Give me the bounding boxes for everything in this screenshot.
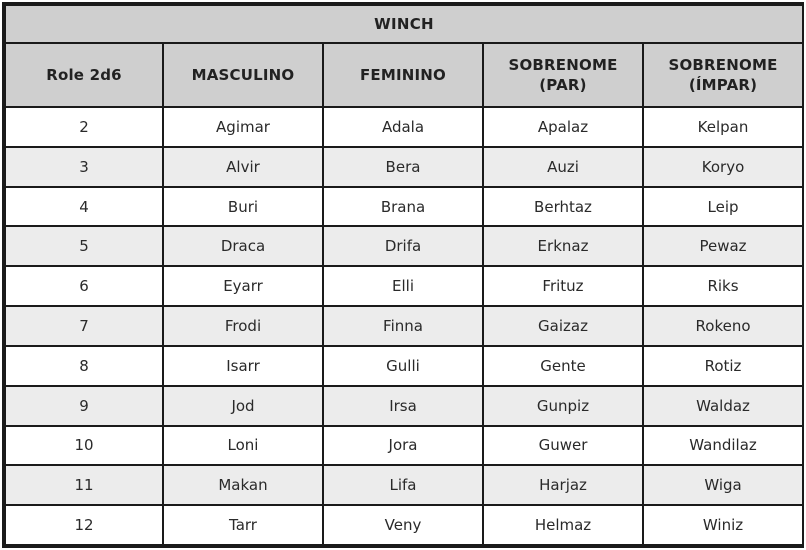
table-row [5,346,803,386]
table-row [5,505,803,545]
header-surname-odd-label: SOBRENOME (ÍMPAR) [668,56,778,94]
surname-odd-cell: Riks [643,266,803,306]
masculine-cell: Eyarr [163,266,323,306]
surname-even-cell: Apalaz [483,107,643,147]
feminine-cell: Lifa [323,465,483,505]
masculine-cell: Jod [163,386,323,426]
table-body [5,107,803,545]
table-row [5,266,803,306]
surname-odd-cell: Rokeno [643,306,803,346]
masculine-cell: Frodi [163,306,323,346]
masculine-cell: Draca [163,226,323,266]
roll-cell: 8 [5,346,163,386]
table-row [5,187,803,227]
table-row [5,426,803,466]
roll-cell: 9 [5,386,163,426]
table-row [5,386,803,426]
surname-even-cell: Helmaz [483,505,643,545]
feminine-cell: Brana [323,187,483,227]
table-header-row [5,43,803,107]
header-masculine-label: MASCULINO [191,66,295,84]
surname-even-cell: Harjaz [483,465,643,505]
feminine-cell: Jora [323,426,483,466]
feminine-cell: Irsa [323,386,483,426]
feminine-cell: Drifa [323,226,483,266]
feminine-cell: Elli [323,266,483,306]
masculine-cell: Buri [163,187,323,227]
masculine-cell: Loni [163,426,323,466]
roll-cell: 6 [5,266,163,306]
surname-odd-cell: Waldaz [643,386,803,426]
surname-odd-cell: Wandilaz [643,426,803,466]
feminine-cell: Bera [323,147,483,187]
surname-odd-cell: Koryo [643,147,803,187]
feminine-cell: Gulli [323,346,483,386]
header-feminine [323,43,483,107]
surname-odd-cell: Winiz [643,505,803,545]
surname-even-cell: Guwer [483,426,643,466]
masculine-cell: Isarr [163,346,323,386]
surname-odd-cell: Wiga [643,465,803,505]
surname-even-cell: Gente [483,346,643,386]
roll-cell: 5 [5,226,163,266]
masculine-cell: Alvir [163,147,323,187]
header-masculine [163,43,323,107]
roll-cell: 12 [5,505,163,545]
table-title: WINCH [5,5,803,43]
roll-cell: 7 [5,306,163,346]
roll-cell: 3 [5,147,163,187]
header-surname-even [483,43,643,107]
table-row [5,107,803,147]
roll-cell: 10 [5,426,163,466]
masculine-cell: Makan [163,465,323,505]
surname-even-cell: Gunpiz [483,386,643,426]
surname-odd-cell: Kelpan [643,107,803,147]
surname-odd-cell: Rotiz [643,346,803,386]
name-table [4,4,804,546]
surname-even-cell: Auzi [483,147,643,187]
feminine-cell: Adala [323,107,483,147]
roll-cell: 4 [5,187,163,227]
surname-odd-cell: Leip [643,187,803,227]
table-row [5,306,803,346]
table-row [5,226,803,266]
header-roll [5,43,163,107]
roll-cell: 2 [5,107,163,147]
roll-cell: 11 [5,465,163,505]
header-roll-label: Role 2d6 [46,66,122,84]
surname-even-cell: Berhtaz [483,187,643,227]
header-surname-even-label: SOBRENOME (PAR) [508,56,618,94]
feminine-cell: Veny [323,505,483,545]
surname-odd-cell: Pewaz [643,226,803,266]
feminine-cell: Finna [323,306,483,346]
surname-even-cell: Frituz [483,266,643,306]
masculine-cell: Agimar [163,107,323,147]
table-row [5,147,803,187]
surname-even-cell: Gaizaz [483,306,643,346]
header-surname-odd [643,43,803,107]
header-feminine-label: FEMININO [359,66,447,84]
table-row [5,465,803,505]
name-table-frame [2,2,804,548]
table-title-row [5,5,803,43]
masculine-cell: Tarr [163,505,323,545]
surname-even-cell: Erknaz [483,226,643,266]
